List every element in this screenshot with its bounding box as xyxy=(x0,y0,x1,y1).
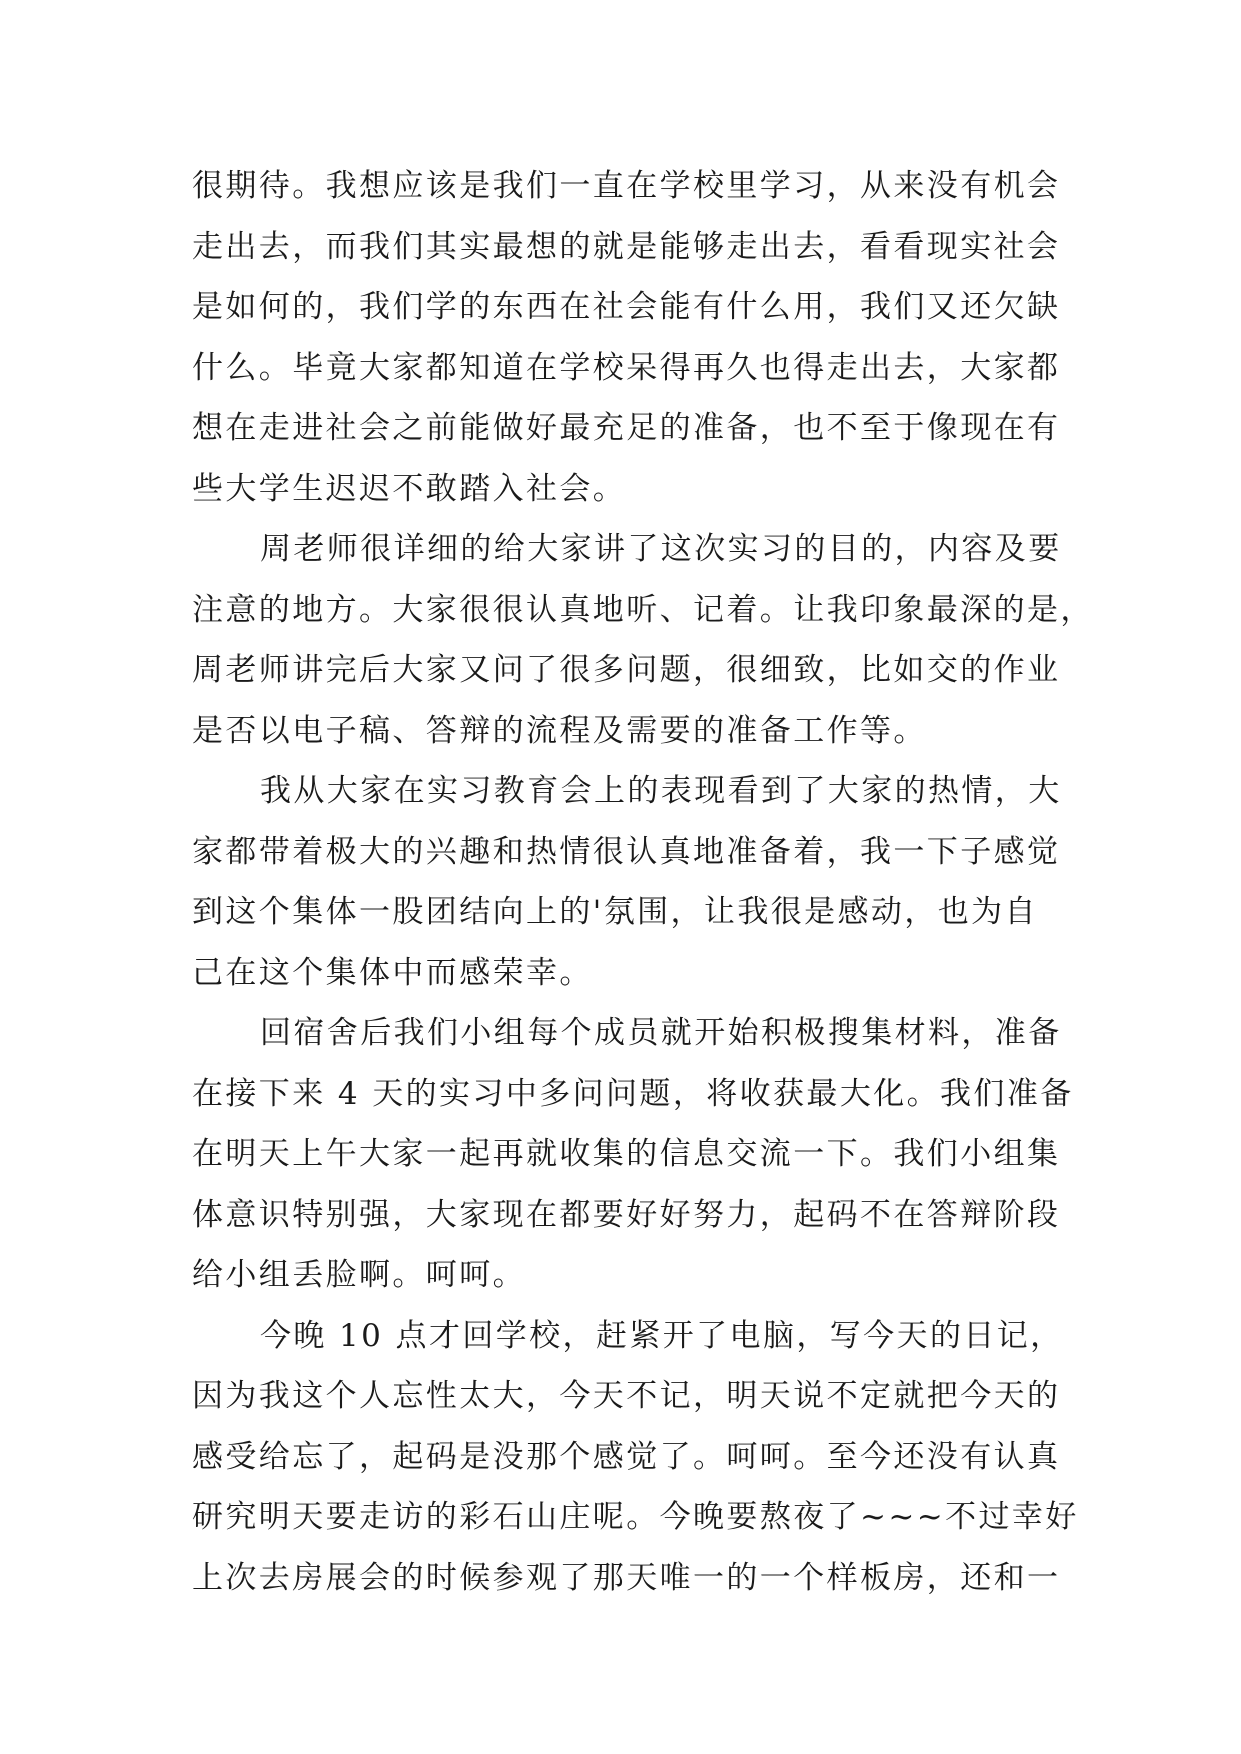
text-line: 在接下来 4 天的实习中多问问题，将收获最大化。我们准备 xyxy=(192,1075,1074,1112)
text-line: 周老师很详细的给大家讲了这次实习的目的，内容及要 xyxy=(260,531,1062,567)
text-line: 感受给忘了，起码是没那个感觉了。呵呵。至今还没有认真 xyxy=(192,1438,1061,1475)
text-line: 什么。毕竟大家都知道在学校呆得再久也得走出去，大家都 xyxy=(192,349,1061,386)
text-line: 走出去，而我们其实最想的就是能够走出去，看看现实社会 xyxy=(192,228,1061,265)
text-line: 到这个集体一股团结向上的'氛围，让我很是感动，也为自 xyxy=(192,894,1038,930)
text-line: 今晚 10 点才回学校，赶紧开了电脑，写今天的日记， xyxy=(260,1317,1064,1354)
text-line: 些大学生迟迟不敢踏入社会。 xyxy=(192,470,627,507)
text-line: 上次去房展会的时候参观了那天唯一的一个样板房，还和一 xyxy=(192,1559,1061,1596)
text-line: 在明天上午大家一起再就收集的信息交流一下。我们小组集 xyxy=(192,1136,1061,1172)
paragraph-4 xyxy=(192,1003,1074,1306)
paragraph-1 xyxy=(192,156,1061,519)
text-line: 研究明天要走访的彩石山庄呢。今晚要熬夜了~~~不过幸好 xyxy=(192,1499,1079,1535)
text-line: 家都带着极大的兴趣和热情很认真地准备着，我一下子感觉 xyxy=(192,833,1061,870)
text-line: 周老师讲完后大家又问了很多问题，很细致，比如交的作业 xyxy=(192,652,1061,688)
paragraph-3 xyxy=(192,761,1062,1003)
text-line: 注意的地方。大家很很认真地听、记着。让我印象最深的是， xyxy=(192,591,1094,628)
text-line: 因为我这个人忘性太大，今天不记，明天说不定就把今天的 xyxy=(192,1378,1061,1414)
text-line: 想在走进社会之前能做好最充足的准备，也不至于像现在有 xyxy=(192,410,1061,446)
document-body xyxy=(192,156,1094,1608)
text-line: 己在这个集体中而感荣幸。 xyxy=(192,954,593,991)
paragraph-5 xyxy=(192,1306,1079,1609)
text-line: 回宿舍后我们小组每个成员就开始积极搜集材料，准备 xyxy=(260,1015,1062,1051)
text-line: 是如何的，我们学的东西在社会能有什么用，我们又还欠缺 xyxy=(192,289,1061,325)
text-line: 很期待。我想应该是我们一直在学校里学习，从来没有机会 xyxy=(192,168,1061,204)
text-line: 是否以电子稿、答辩的流程及需要的准备工作等。 xyxy=(192,712,927,749)
text-line: 体意识特别强，大家现在都要好好努力，起码不在答辩阶段 xyxy=(192,1196,1061,1233)
text-line: 我从大家在实习教育会上的表现看到了大家的热情，大 xyxy=(260,773,1062,809)
text-line: 给小组丢脸啊。呵呵。 xyxy=(192,1257,526,1293)
paragraph-2 xyxy=(192,519,1094,761)
